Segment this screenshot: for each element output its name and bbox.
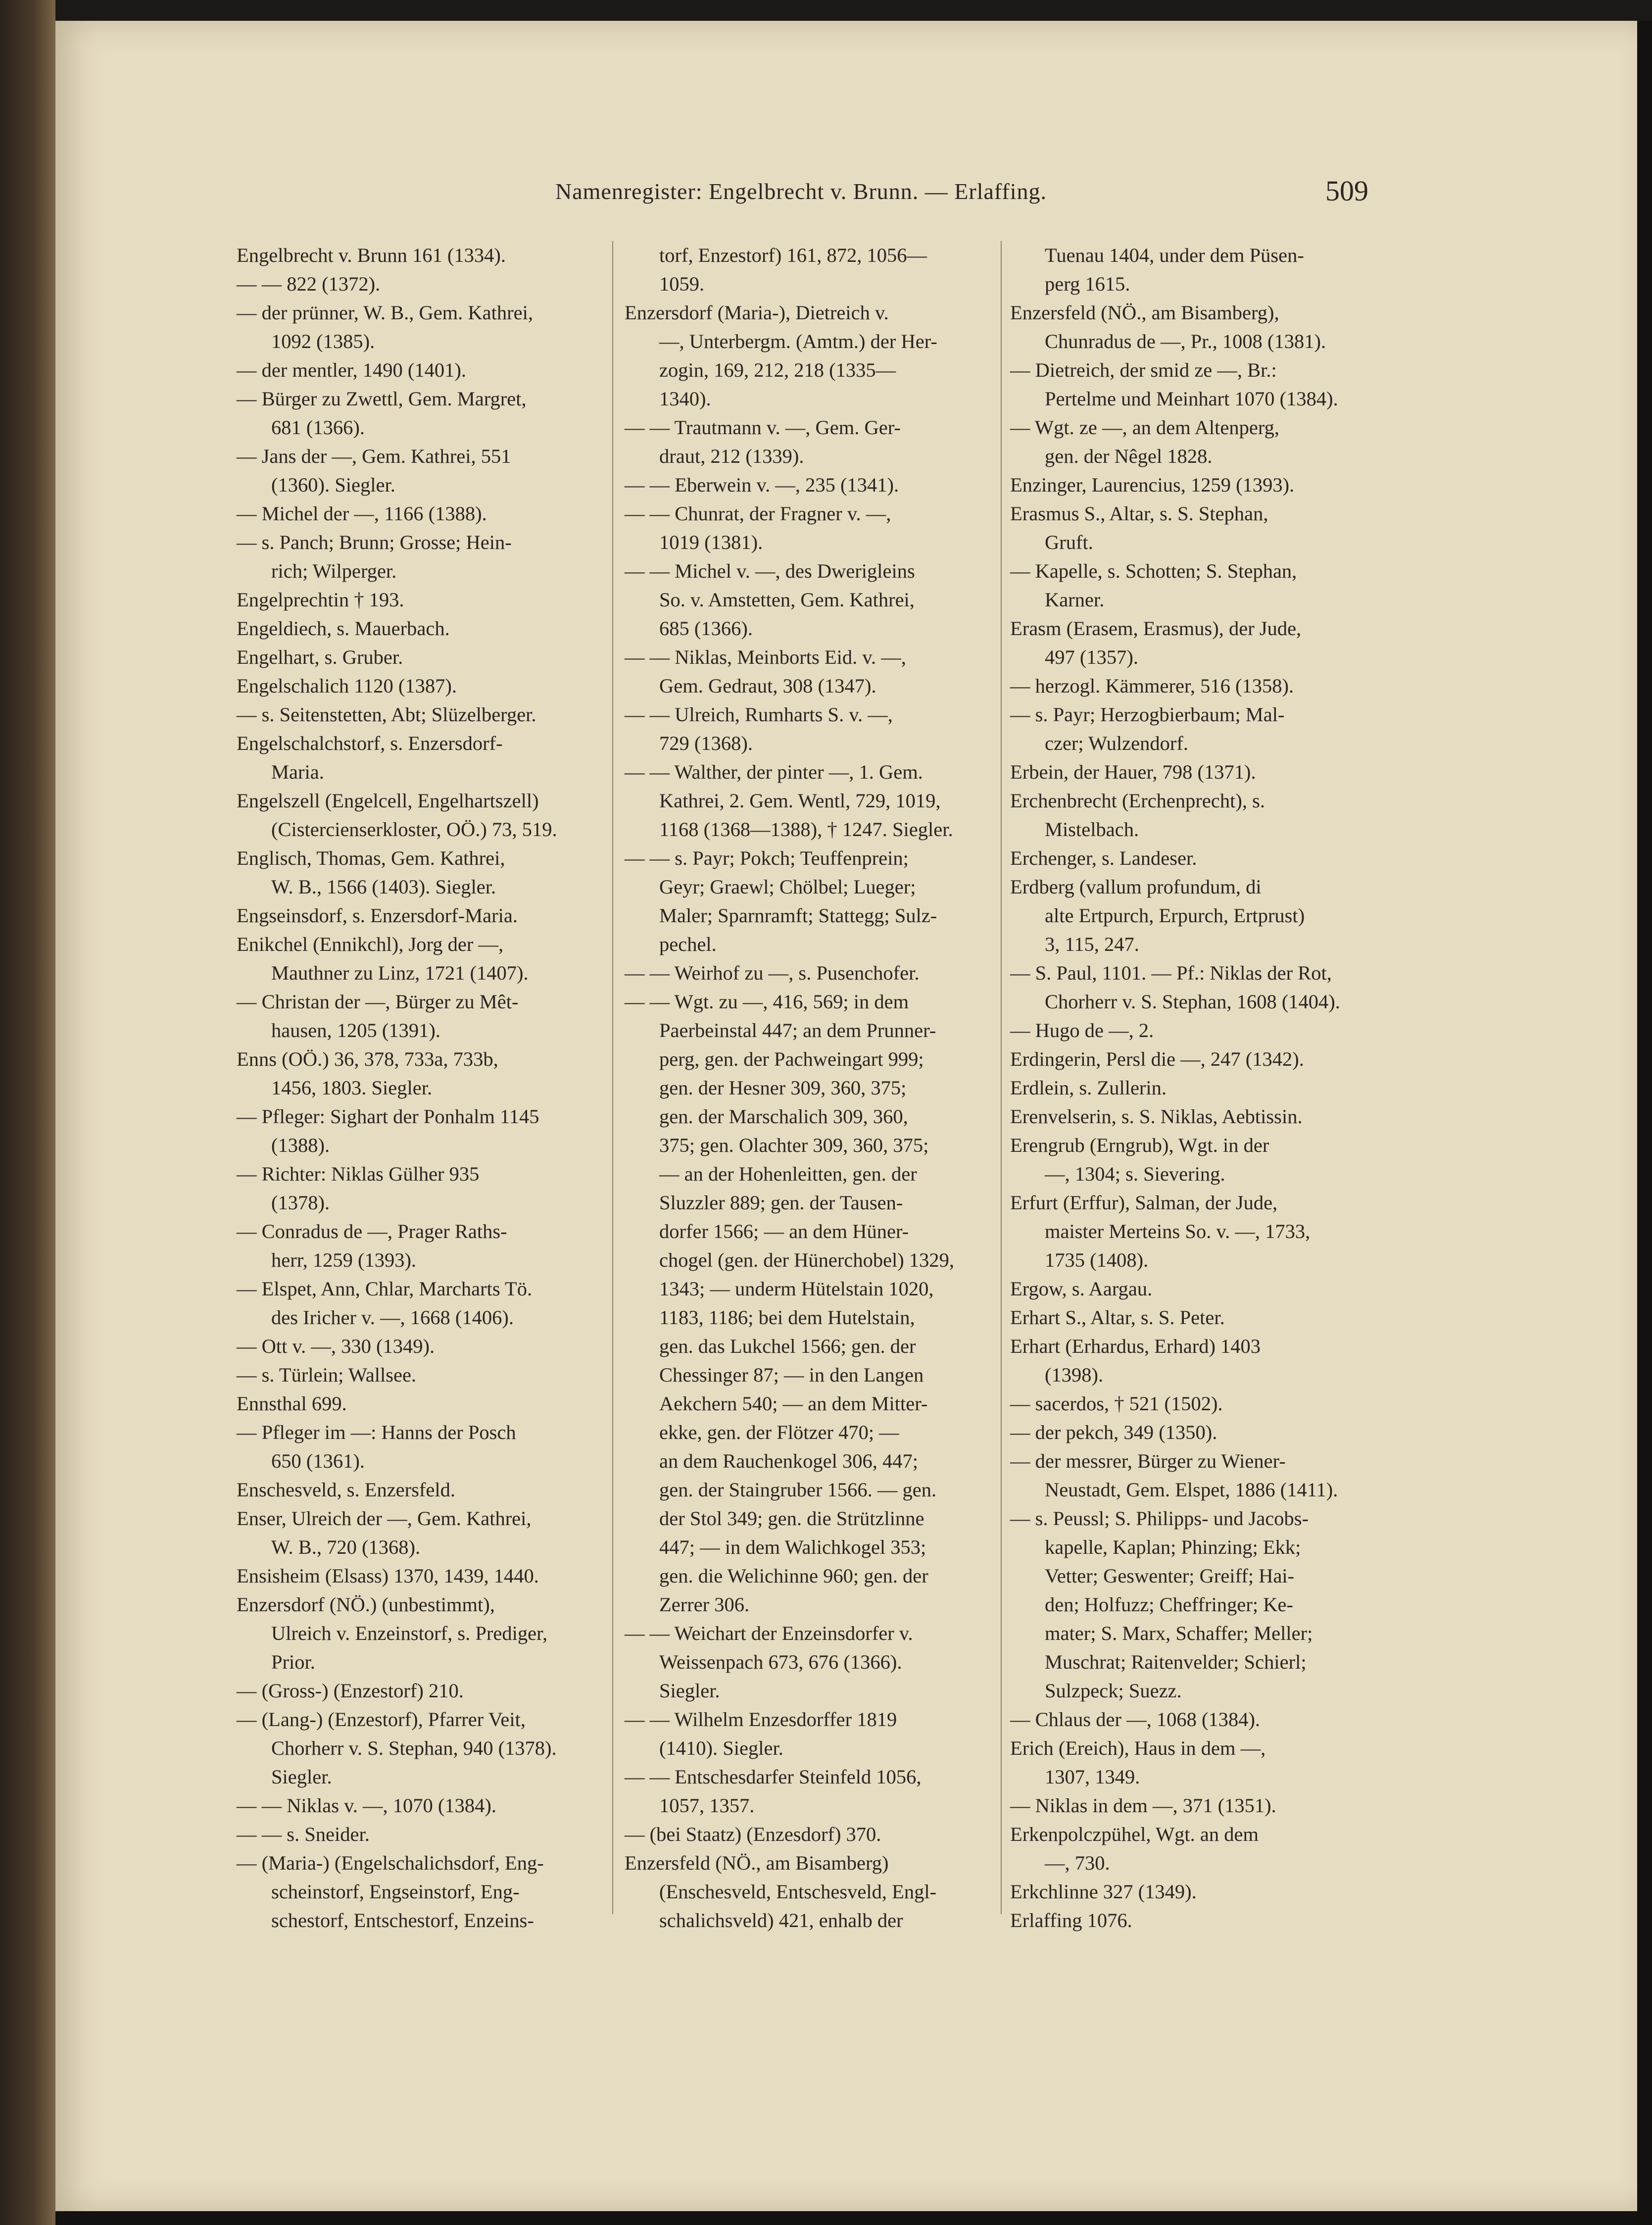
index-entry-line: gen. das Lukchel 1566; gen. der [659,1335,916,1357]
index-entry-line: rich; Wilperger. [271,560,397,582]
index-entry-line: — Bürger zu Zwettl, Gem. Margret, [237,388,527,410]
index-entry-line: Englisch, Thomas, Gem. Kathrei, [237,847,505,869]
index-entry-line: — — Niklas, Meinborts Eid. v. —, [625,646,906,668]
index-entry-line: Enikchel (Ennikchl), Jorg der —, [237,933,504,955]
index-entry-line: (1360). Siegler. [271,474,395,496]
index-entry-line: Muschrat; Raitenvelder; Schierl; [1045,1651,1307,1673]
index-entry-line: Engelschalchstorf, s. Enzersdorf- [237,732,503,754]
index-entry-line: (1398). [1045,1364,1104,1386]
index-entry-line: W. B., 720 (1368). [271,1536,421,1558]
index-entry-line: — (Gross-) (Enzestorf) 210. [237,1680,464,1702]
index-entry-line: 497 (1357). [1045,646,1138,668]
index-entry-line: (1410). Siegler. [659,1737,783,1759]
index-entry-line: 1735 (1408). [1045,1249,1149,1271]
index-entry-line: maister Merteins So. v. —, 1733, [1045,1220,1311,1242]
index-entry-line: gen. der Hesner 309, 360, 375; [659,1077,907,1099]
index-entry-line: — herzogl. Kämmerer, 516 (1358). [1010,675,1294,697]
index-entry-line: pechel. [659,933,717,955]
index-entry-line: — (Lang-) (Enzestorf), Pfarrer Veit, [237,1708,526,1731]
index-entry-line: (1388). [271,1134,330,1156]
index-entry-line: — S. Paul, 1101. — Pf.: Niklas der Rot, [1010,962,1332,984]
column-divider-1 [612,241,613,1914]
index-entry-line: Erchenger, s. Landeser. [1010,847,1197,869]
index-entry-line: Enzinger, Laurencius, 1259 (1393). [1010,474,1295,496]
header-title: Namenregister: Engelbrecht v. Brunn. — Erlaffing. [555,179,1047,204]
index-entry-line: Siegler. [659,1680,720,1702]
index-entry-line: Erenvelserin, s. S. Niklas, Aebtissin. [1010,1105,1303,1128]
index-entry-line: — — Eberwein v. —, 235 (1341). [625,474,899,496]
scan-top-border [0,0,1652,21]
index-entry-line: — Christan der —, Bürger zu Mêt- [237,990,519,1013]
index-entry-line: Chunradus de —, Pr., 1008 (1381). [1045,330,1326,352]
index-entry-line: Maria. [271,761,324,783]
index-entry-line: 1059. [659,273,705,295]
index-entry-line: des Iricher v. —, 1668 (1406). [271,1306,514,1329]
index-entry-line: — — Chunrat, der Fragner v. —, [625,502,891,525]
index-entry-line: gen. der Nêgel 1828. [1045,445,1213,467]
index-entry-line: — — Ulreich, Rumharts S. v. —, [625,703,893,726]
index-entry-line: Pertelme und Meinhart 1070 (1384). [1045,388,1338,410]
index-entry-line: chogel (gen. der Hünerchobel) 1329, [659,1249,955,1271]
index-entry-line: Aekchern 540; — an dem Mitter- [659,1392,928,1415]
index-entry-line: Erdlein, s. Zullerin. [1010,1077,1167,1099]
index-entry-line: 375; gen. Olachter 309, 360, 375; [659,1134,929,1156]
index-column-3 [1010,241,1379,1935]
index-entry-line: alte Ertpurch, Erpurch, Ertprust) [1045,904,1305,927]
index-entry-line: 1307, 1349. [1045,1766,1140,1788]
index-entry-line: — — Michel v. —, des Dwerigleins [625,560,915,582]
index-entry-line: Enzersfeld (NÖ., am Bisamberg), [1010,301,1279,324]
index-entry-line: Geyr; Graewl; Chölbel; Lueger; [659,876,916,898]
index-entry-line: Erengrub (Erngrub), Wgt. in der [1010,1134,1269,1156]
index-entry-line: Enns (OÖ.) 36, 378, 733a, 733b, [237,1048,498,1070]
index-entry-line: — (bei Staatz) (Enzesdorf) 370. [625,1823,881,1845]
index-entry-line: —, 730. [1045,1852,1110,1874]
index-entry-line: Mauthner zu Linz, 1721 (1407). [271,962,529,984]
index-entry-line: Sluzzler 889; gen. der Tausen- [659,1191,903,1214]
index-entry-line: Sulzpeck; Suezz. [1045,1680,1182,1702]
index-entry-line: perg, gen. der Pachweingart 999; [659,1048,924,1070]
index-entry-line: So. v. Amstetten, Gem. Kathrei, [659,589,915,611]
index-entry-line: Neustadt, Gem. Elspet, 1886 (1411). [1045,1479,1338,1501]
index-entry-line: 650 (1361). [271,1450,365,1472]
index-entry-line: Enschesveld, s. Enzersfeld. [237,1479,455,1501]
index-entry-line: Engelschalich 1120 (1387). [237,675,457,697]
index-entry-line: Zerrer 306. [659,1593,750,1616]
index-entry-line: — Elspet, Ann, Chlar, Marcharts Tö. [237,1278,533,1300]
index-entry-line: perg 1615. [1045,273,1130,295]
index-entry-line: Ensisheim (Elsass) 1370, 1439, 1440. [237,1565,539,1587]
index-entry-line: ekke, gen. der Flötzer 470; — [659,1421,899,1443]
index-entry-line: — Hugo de —, 2. [1010,1019,1154,1041]
index-entry-line: 681 (1366). [271,416,365,439]
index-entry-line: Tuenau 1404, under dem Püsen- [1045,244,1304,266]
index-entry-line: 1456, 1803. Siegler. [271,1077,433,1099]
index-entry-line: draut, 212 (1339). [659,445,804,467]
index-entry-line: — s. Peussl; S. Philipps- und Jacobs- [1010,1507,1309,1530]
column-divider-2 [1001,241,1002,1914]
index-entry-line: — — Weirhof zu —, s. Pusenchofer. [625,962,920,984]
index-entry-line: gen. der Marschalich 309, 360, [659,1105,908,1128]
index-entry-line: — Kapelle, s. Schotten; S. Stephan, [1010,560,1297,582]
index-entry-line: — — Walther, der pinter —, 1. Gem. [625,761,923,783]
index-entry-line: Erasm (Erasem, Erasmus), der Jude, [1010,617,1302,640]
index-entry-line: — Niklas in dem —, 371 (1351). [1010,1794,1276,1817]
index-entry-line: 1019 (1381). [659,531,763,553]
index-entry-line: torf, Enzestorf) 161, 872, 1056— [659,244,927,266]
index-entry-line: (Cistercienserkloster, OÖ.) 73, 519. [271,818,557,841]
index-entry-line: gen. die Welichinne 960; gen. der [659,1565,928,1587]
index-entry-line: Erhart (Erhardus, Erhard) 1403 [1010,1335,1261,1357]
index-entry-line: — sacerdos, † 521 (1502). [1010,1392,1223,1415]
index-entry-line: Gem. Gedraut, 308 (1347). [659,675,876,697]
index-entry-line: — Conradus de —, Prager Raths- [237,1220,507,1242]
index-entry-line: Weissenpach 673, 676 (1366). [659,1651,902,1673]
index-entry-line: — Michel der —, 1166 (1388). [237,502,487,525]
index-entry-line: W. B., 1566 (1403). Siegler. [271,876,496,898]
index-entry-line: — — 822 (1372). [237,273,381,295]
book-spine-edge [0,0,55,2225]
index-entry-line: 447; — in dem Walichkogel 353; [659,1536,926,1558]
index-entry-line: Chorherr v. S. Stephan, 1608 (1404). [1045,990,1340,1013]
index-entry-line: czer; Wulzendorf. [1045,732,1188,754]
index-entry-line: — Chlaus der —, 1068 (1384). [1010,1708,1261,1731]
index-entry-line: den; Holfuzz; Cheffringer; Ke- [1045,1593,1293,1616]
index-entry-line: herr, 1259 (1393). [271,1249,417,1271]
index-column-1 [237,241,605,1935]
index-entry-line: an dem Rauchenkogel 306, 447; [659,1450,918,1472]
index-entry-line: Engeldiech, s. Mauerbach. [237,617,450,640]
index-entry-line: — Dietreich, der smid ze —, Br.: [1010,359,1277,381]
index-entry-line: Enzersdorf (Maria-), Dietreich v. [625,301,889,324]
index-entry-line: — — Weichart der Enzeinsdorfer v. [625,1622,913,1644]
index-entry-line: Erfurt (Erffur), Salman, der Jude, [1010,1191,1278,1214]
index-entry-line: schestorf, Entschestorf, Enzeins- [271,1909,534,1931]
index-entry-line: — s. Seitenstetten, Abt; Slüzelberger. [237,703,536,726]
index-entry-line: 1340). [659,388,711,410]
index-entry-line: Karner. [1045,589,1105,611]
index-entry-line: — der prünner, W. B., Gem. Kathrei, [237,301,533,324]
index-entry-line: — (Maria-) (Engelschalichsdorf, Eng- [237,1852,544,1874]
index-entry-line: Siegler. [271,1766,332,1788]
index-entry-line: — s. Payr; Herzogbierbaum; Mal- [1010,703,1285,726]
index-entry-line: — der mentler, 1490 (1401). [237,359,467,381]
index-entry-line: Chorherr v. S. Stephan, 940 (1378). [271,1737,557,1759]
index-column-2 [625,241,993,1935]
index-entry-line: Gruft. [1045,531,1093,553]
index-entry-line: Erkenpolczpühel, Wgt. an dem [1010,1823,1259,1845]
index-entry-line: — — Wilhelm Enzesdorffer 1819 [625,1708,897,1731]
index-entry-line: — Pfleger im —: Hanns der Posch [237,1421,516,1443]
index-entry-line: schalichsveld) 421, enhalb der [659,1909,903,1931]
index-entry-line: 1092 (1385). [271,330,375,352]
index-entry-line: Erkchlinne 327 (1349). [1010,1880,1197,1903]
index-entry-line: Vetter; Geswenter; Greiff; Hai- [1045,1565,1295,1587]
index-entry-line: mater; S. Marx, Schaffer; Meller; [1045,1622,1313,1644]
index-entry-line: —, Unterbergm. (Amtm.) der Her- [659,330,937,352]
index-entry-line: — — s. Sneider. [237,1823,370,1845]
index-entry-line: Engelhart, s. Gruber. [237,646,403,668]
index-entry-line: Mistelbach. [1045,818,1139,841]
index-entry-line: Erbein, der Hauer, 798 (1371). [1010,761,1256,783]
index-entry-line: — der messrer, Bürger zu Wiener- [1010,1450,1286,1472]
index-entry-line: Engseinsdorf, s. Enzersdorf-Maria. [237,904,518,927]
index-entry-line: 729 (1368). [659,732,753,754]
index-entry-line: 3, 115, 247. [1045,933,1139,955]
index-entry-line: Maler; Sparnramft; Stattegg; Sulz- [659,904,937,927]
index-entry-line: Erdberg (vallum profundum, di [1010,876,1262,898]
index-entry-line: gen. der Staingruber 1566. — gen. [659,1479,937,1501]
index-entry-line: Enzersfeld (NÖ., am Bisamberg) [625,1852,889,1874]
index-entry-line: 1343; — underm Hütelstain 1020, [659,1278,934,1300]
index-entry-line: — — Niklas v. —, 1070 (1384). [237,1794,496,1817]
index-entry-line: dorfer 1566; — an dem Hüner- [659,1220,909,1242]
index-entry-line: — Ott v. —, 330 (1349). [237,1335,435,1357]
index-entry-line: — — Trautmann v. —, Gem. Ger- [625,416,901,439]
index-entry-line: Engelbrecht v. Brunn 161 (1334). [237,244,506,266]
index-entry-line: 1183, 1186; bei dem Hutelstain, [659,1306,915,1329]
index-entry-line: — Pfleger: Sighart der Ponhalm 1145 [237,1105,539,1128]
index-entry-line: — der pekch, 349 (1350). [1010,1421,1217,1443]
index-entry-line: Ulreich v. Enzeinstorf, s. Prediger, [271,1622,548,1644]
index-entry-line: Erchenbrecht (Erchenprecht), s. [1010,790,1265,812]
index-entry-line: Erhart S., Altar, s. S. Peter. [1010,1306,1225,1329]
index-entry-line: — — Entschesdarfer Steinfeld 1056, [625,1766,922,1788]
running-header [0,175,1652,218]
index-entry-line: Kathrei, 2. Gem. Wentl, 729, 1019, [659,790,941,812]
index-entry-line: 685 (1366). [659,617,753,640]
index-entry-line: kapelle, Kaplan; Phinzing; Ekk; [1045,1536,1301,1558]
index-entry-line: Engelprechtin † 193. [237,589,404,611]
index-entry-line: — s. Panch; Brunn; Grosse; Hein- [237,531,512,553]
index-entry-line: der Stol 349; gen. die Strützlinne [659,1507,924,1530]
index-entry-line: Ergow, s. Aargau. [1010,1278,1153,1300]
index-entry-line: — Richter: Niklas Gülher 935 [237,1163,480,1185]
index-entry-line: —, 1304; s. Sievering. [1045,1163,1225,1185]
index-entry-line: 1057, 1357. [659,1794,755,1817]
index-entry-line: Erasmus S., Altar, s. S. Stephan, [1010,502,1268,525]
index-entry-line: Enser, Ulreich der —, Gem. Kathrei, [237,1507,532,1530]
index-entry-line: Erich (Ereich), Haus in dem —, [1010,1737,1266,1759]
index-entry-line: — s. Türlein; Wallsee. [237,1364,417,1386]
index-entry-line: zogin, 169, 212, 218 (1335— [659,359,896,381]
index-entry-line: Prior. [271,1651,315,1673]
index-entry-line: — Jans der —, Gem. Kathrei, 551 [237,445,511,467]
index-entry-line: — — Wgt. zu —, 416, 569; in dem [625,990,909,1013]
index-entry-line: (1378). [271,1191,330,1214]
index-entry-line: — Wgt. ze —, an dem Altenperg, [1010,416,1280,439]
page-number: 509 [1325,175,1368,207]
index-entry-line: hausen, 1205 (1391). [271,1019,440,1041]
index-entry-line: Erlaffing 1076. [1010,1909,1132,1931]
index-entry-line: Paerbeinstal 447; an dem Prunner- [659,1019,936,1041]
index-entry-line: Ennsthal 699. [237,1392,347,1415]
index-entry-line: Chessinger 87; — in den Langen [659,1364,924,1386]
index-entry-line: — — s. Payr; Pokch; Teuffenprein; [625,847,909,869]
index-entry-line: — an der Hohenleitten, gen. der [659,1163,917,1185]
index-entry-line: Enzersdorf (NÖ.) (unbestimmt), [237,1593,495,1616]
index-entry-line: 1168 (1368—1388), † 1247. Siegler. [659,818,953,841]
index-entry-line: (Enschesveld, Entschesveld, Engl- [659,1880,937,1903]
index-entry-line: Engelszell (Engelcell, Engelhartszell) [237,790,539,812]
index-entry-line: Erdingerin, Persl die —, 247 (1342). [1010,1048,1304,1070]
index-entry-line: scheinstorf, Engseinstorf, Eng- [271,1880,520,1903]
